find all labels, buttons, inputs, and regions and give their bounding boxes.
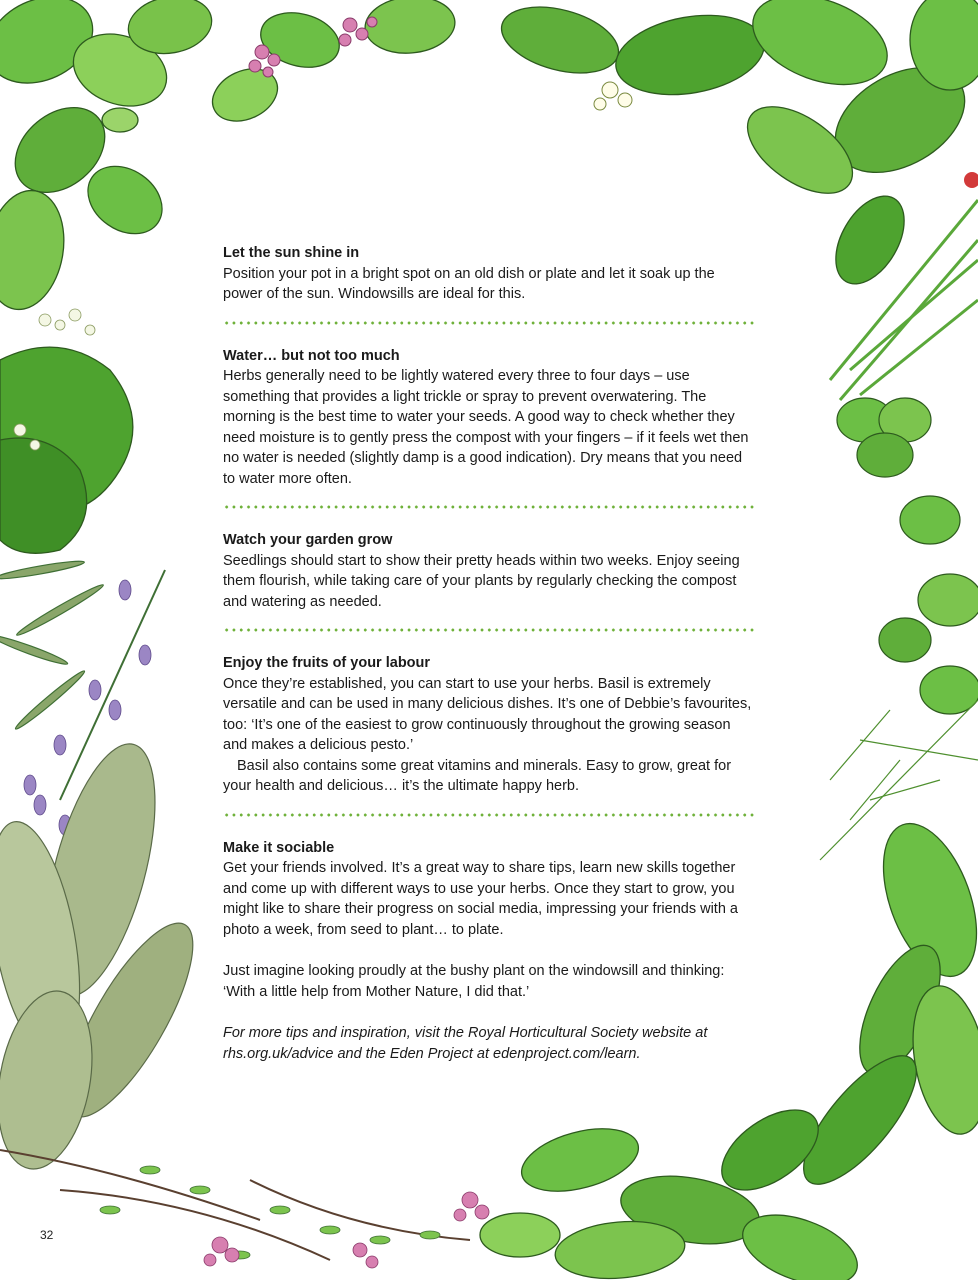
- section-paragraph: Basil also contains some great vitamins and minerals. Easy to grow, great for your health and delicious… it’s the ultimate happy herb.: [223, 757, 732, 794]
- section-paragraph: Seedlings should start to show their pretty heads within two weeks. Enjoy seeing them flourish, while taking care of your plants by regularly checking the compost and watering as needed.: [223, 552, 740, 610]
- section-fruits: [223, 653, 755, 797]
- section-water: [223, 346, 755, 490]
- sage-leaves-left-icon: [0, 733, 215, 1177]
- section-heading: Make it sociable: [223, 839, 335, 856]
- basil-leaves-bottom-right-icon: [480, 1094, 867, 1280]
- section-paragraph: Herbs generally need to be lightly watered every three to four days – use something that provides a light trickle or spray to prevent overwatering. The morning is the best time to water your seeds. A good way to check whether they need moisture is to gently press the compost with your fingers – if it feels wet then no water is needed (slightly damp is a good indication). Dry means that you need to water more often.: [223, 368, 749, 487]
- red-berry-icon: [964, 172, 978, 188]
- section-paragraph: Position your pot in a bright spot on an old dish or plate and let it soak up the power of the sun. Windowsills are ideal for this.: [223, 265, 715, 302]
- credit-note: For more tips and inspiration, visit the Royal Horticultural Society website at rhs.org.uk/advice and the Eden Project at edenproject.com/learn.: [223, 1025, 708, 1062]
- dotted-divider: [223, 321, 755, 325]
- section-grow: [223, 530, 755, 612]
- article-body: [223, 243, 755, 1079]
- section-sociable: [223, 838, 755, 941]
- section-heading: Watch your garden grow: [223, 532, 393, 548]
- section-heading: Water… but not too much: [223, 347, 400, 364]
- clover-leaves-right-icon: [837, 398, 978, 714]
- parsley-leaves-left-icon: [0, 347, 133, 553]
- thyme-sprigs-bottom-icon: [0, 1150, 470, 1260]
- section-heading: Enjoy the fruits of your labour: [223, 655, 431, 671]
- white-blossom-icon: [594, 82, 632, 110]
- section-heading: Let the sun shine in: [223, 245, 360, 261]
- dotted-divider: [223, 813, 755, 817]
- closing-paragraph: Just imagine looking proudly at the bushy plant on the windowsill and thinking: ‘With a little help from Mother Nature, I did that.’: [223, 963, 725, 1000]
- dotted-divider: [223, 505, 755, 509]
- section-sun: [223, 243, 755, 305]
- thyme-leaves-bottom-icon: [100, 1166, 440, 1259]
- section-paragraph: Get your friends involved. It’s a great way to share tips, learn new skills together and come up with different ways to use your herbs. Once they start to grow, you might like to share their progress on social media, impressing your friends with a photo a week, from seed to plant… to plate.: [223, 860, 738, 938]
- section-paragraph: Once they’re established, you can start to use your herbs. Basil is extremely versatile and can be used in many delicious dishes. It’s one of Debbie’s favourites, too: ‘It’s one of the easiest to grow continuously throughout the growing season and makes a delicious pesto.’: [223, 675, 752, 753]
- dotted-divider: [223, 628, 755, 632]
- page-number: 32: [40, 1228, 54, 1242]
